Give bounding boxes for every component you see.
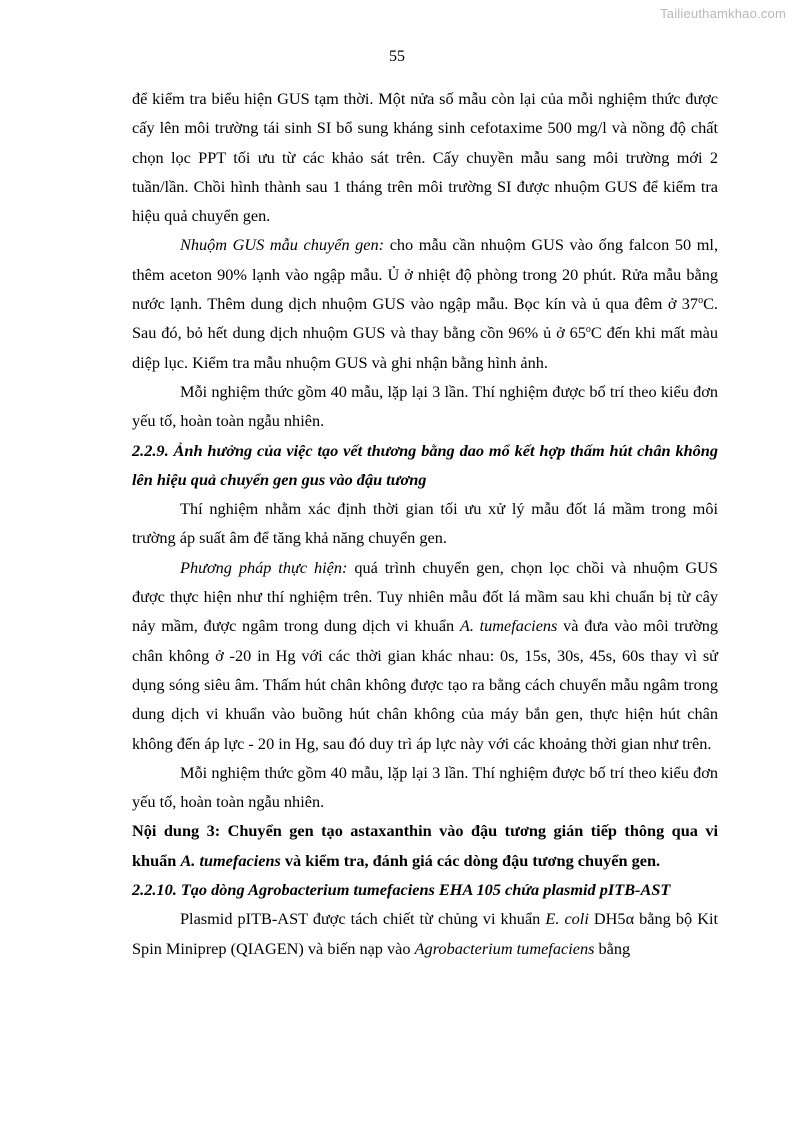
paragraph-gus-transient: để kiểm tra biểu hiện GUS tạm thời. Một nửa số mẫu còn lại của mỗi nghiệm thức được cấy lên môi trường tái sinh SI bổ sung kháng sinh cefotaxime 500 mg/l và nồng độ chất chọn lọc PPT tối ưu từ các khảo sát trên. Cấy chuyền mẫu sang môi trường mới 2 tuần/lần. Chồi hình thành sau 1 tháng trên môi trường SI được nhuộm GUS để kiểm tra hiệu quả chuyển gen. <box>132 89 718 226</box>
degree-mark-1: o <box>698 295 704 307</box>
heading-2-2-9: 2.2.9. Ảnh hưởng của việc tạo vết thương bằng dao mổ kết hợp thấm hút chân không lên hiệu quả chuyển gen gus vào đậu tương <box>132 440 718 489</box>
method-text-2: và đưa vào môi trường chân không ở -20 in Hg với các thời gian khác nhau: 0s, 15s, 30s, 45s, 60s thay vì sử dụng sóng siêu âm. Thấm hút chân không được tạo ra bằng cách chuyển mẫu ngâm trong dung dịch vi khuẩn vào buồng hút chân không của máy bắn gen, thực hiện hút chân không đến áp lực - 20 in Hg, sau đó duy trì áp lực này với các khoảng thời gian như trên. <box>132 616 719 753</box>
staining-text-1: cho mẫu cần nhuộm GUS vào ống falcon 50 ml, thêm aceton 90% lạnh vào ngập mẫu. Ủ ở nhiệt độ phòng trong 20 phút. Rửa mẫu bằng nước lạnh. Thêm dung dịch nhuộm GUS vào ngập mẫu. Bọc kín và ủ qua đêm ở 37 <box>132 235 719 314</box>
staining-lead: Nhuộm GUS mẫu chuyển gen: <box>180 235 385 255</box>
agrobacterium-name: Agrobacterium tumefaciens <box>414 938 595 958</box>
page-number: 55 <box>389 48 405 65</box>
paragraph-plasmid <box>132 904 718 963</box>
paragraph-vacuum-method <box>132 553 718 758</box>
degree-mark-2: o <box>585 324 591 336</box>
nd3-organism: A. tumefaciens <box>180 850 281 870</box>
paragraph-gus-staining <box>132 230 718 376</box>
watermark: Tailieuthamkhao.com <box>660 6 786 21</box>
heading-noi-dung-3 <box>132 816 718 875</box>
staining-text-2: C. Sau đó, bỏ hết dung dịch nhuộm GUS và thay bằng cồn 96% ủ ở 65 <box>132 294 718 343</box>
plasmid-text-1: Plasmid pITB-AST được tách chiết từ chủng vi khuẩn <box>180 909 546 929</box>
staining-text-3: C đến khi mất màu diệp lục. Kiểm tra mẫu nhuộm GUS và ghi nhận bằng hình ảnh. <box>132 323 718 372</box>
heading-2-2-10: 2.2.10. Tạo dòng Agrobacterium tumefaciens EHA 105 chứa plasmid pITB-AST <box>132 880 671 900</box>
plasmid-text-3: bằng <box>594 938 631 958</box>
method-text-1: quá trình chuyển gen, chọn lọc chồi và nhuộm GUS được thực hiện như thí nghiệm trên. Tuy nhiên mẫu đốt lá mầm sau khi chuẩn bị từ cây nảy mầm, được ngâm trong dung dịch vi khuẩn <box>132 557 718 636</box>
plasmid-text-2: DH5α bằng bộ Kit Spin Miniprep (QIAGEN) và biến nạp vào <box>132 909 718 958</box>
method-lead: Phương pháp thực hiện: <box>180 557 348 577</box>
paragraph-vacuum-aim: Thí nghiệm nhằm xác định thời gian tối ưu xử lý mẫu đốt lá mầm trong môi trường áp suất âm để tăng khả năng chuyển gen. <box>132 499 718 548</box>
organism-name: A. tumefaciens <box>459 616 558 636</box>
paragraph-replicates-1: Mỗi nghiệm thức gồm 40 mẫu, lặp lại 3 lần. Thí nghiệm được bố trí theo kiểu đơn yếu tố, hoàn toàn ngẫu nhiên. <box>132 381 718 431</box>
ecoli-name: E. coli <box>545 909 589 929</box>
nd3-text-1: Nội dung 3: Chuyển gen tạo astaxanthin vào đậu tương gián tiếp thông qua vi khuẩn <box>132 821 718 870</box>
document-body <box>132 84 718 963</box>
paragraph-replicates-2: Mỗi nghiệm thức gồm 40 mẫu, lặp lại 3 lần. Thí nghiệm được bố trí theo kiểu đơn yếu tố, hoàn toàn ngẫu nhiên. <box>132 762 718 812</box>
nd3-text-2: và kiểm tra, đánh giá các dòng đậu tương chuyển gen. <box>280 850 661 870</box>
